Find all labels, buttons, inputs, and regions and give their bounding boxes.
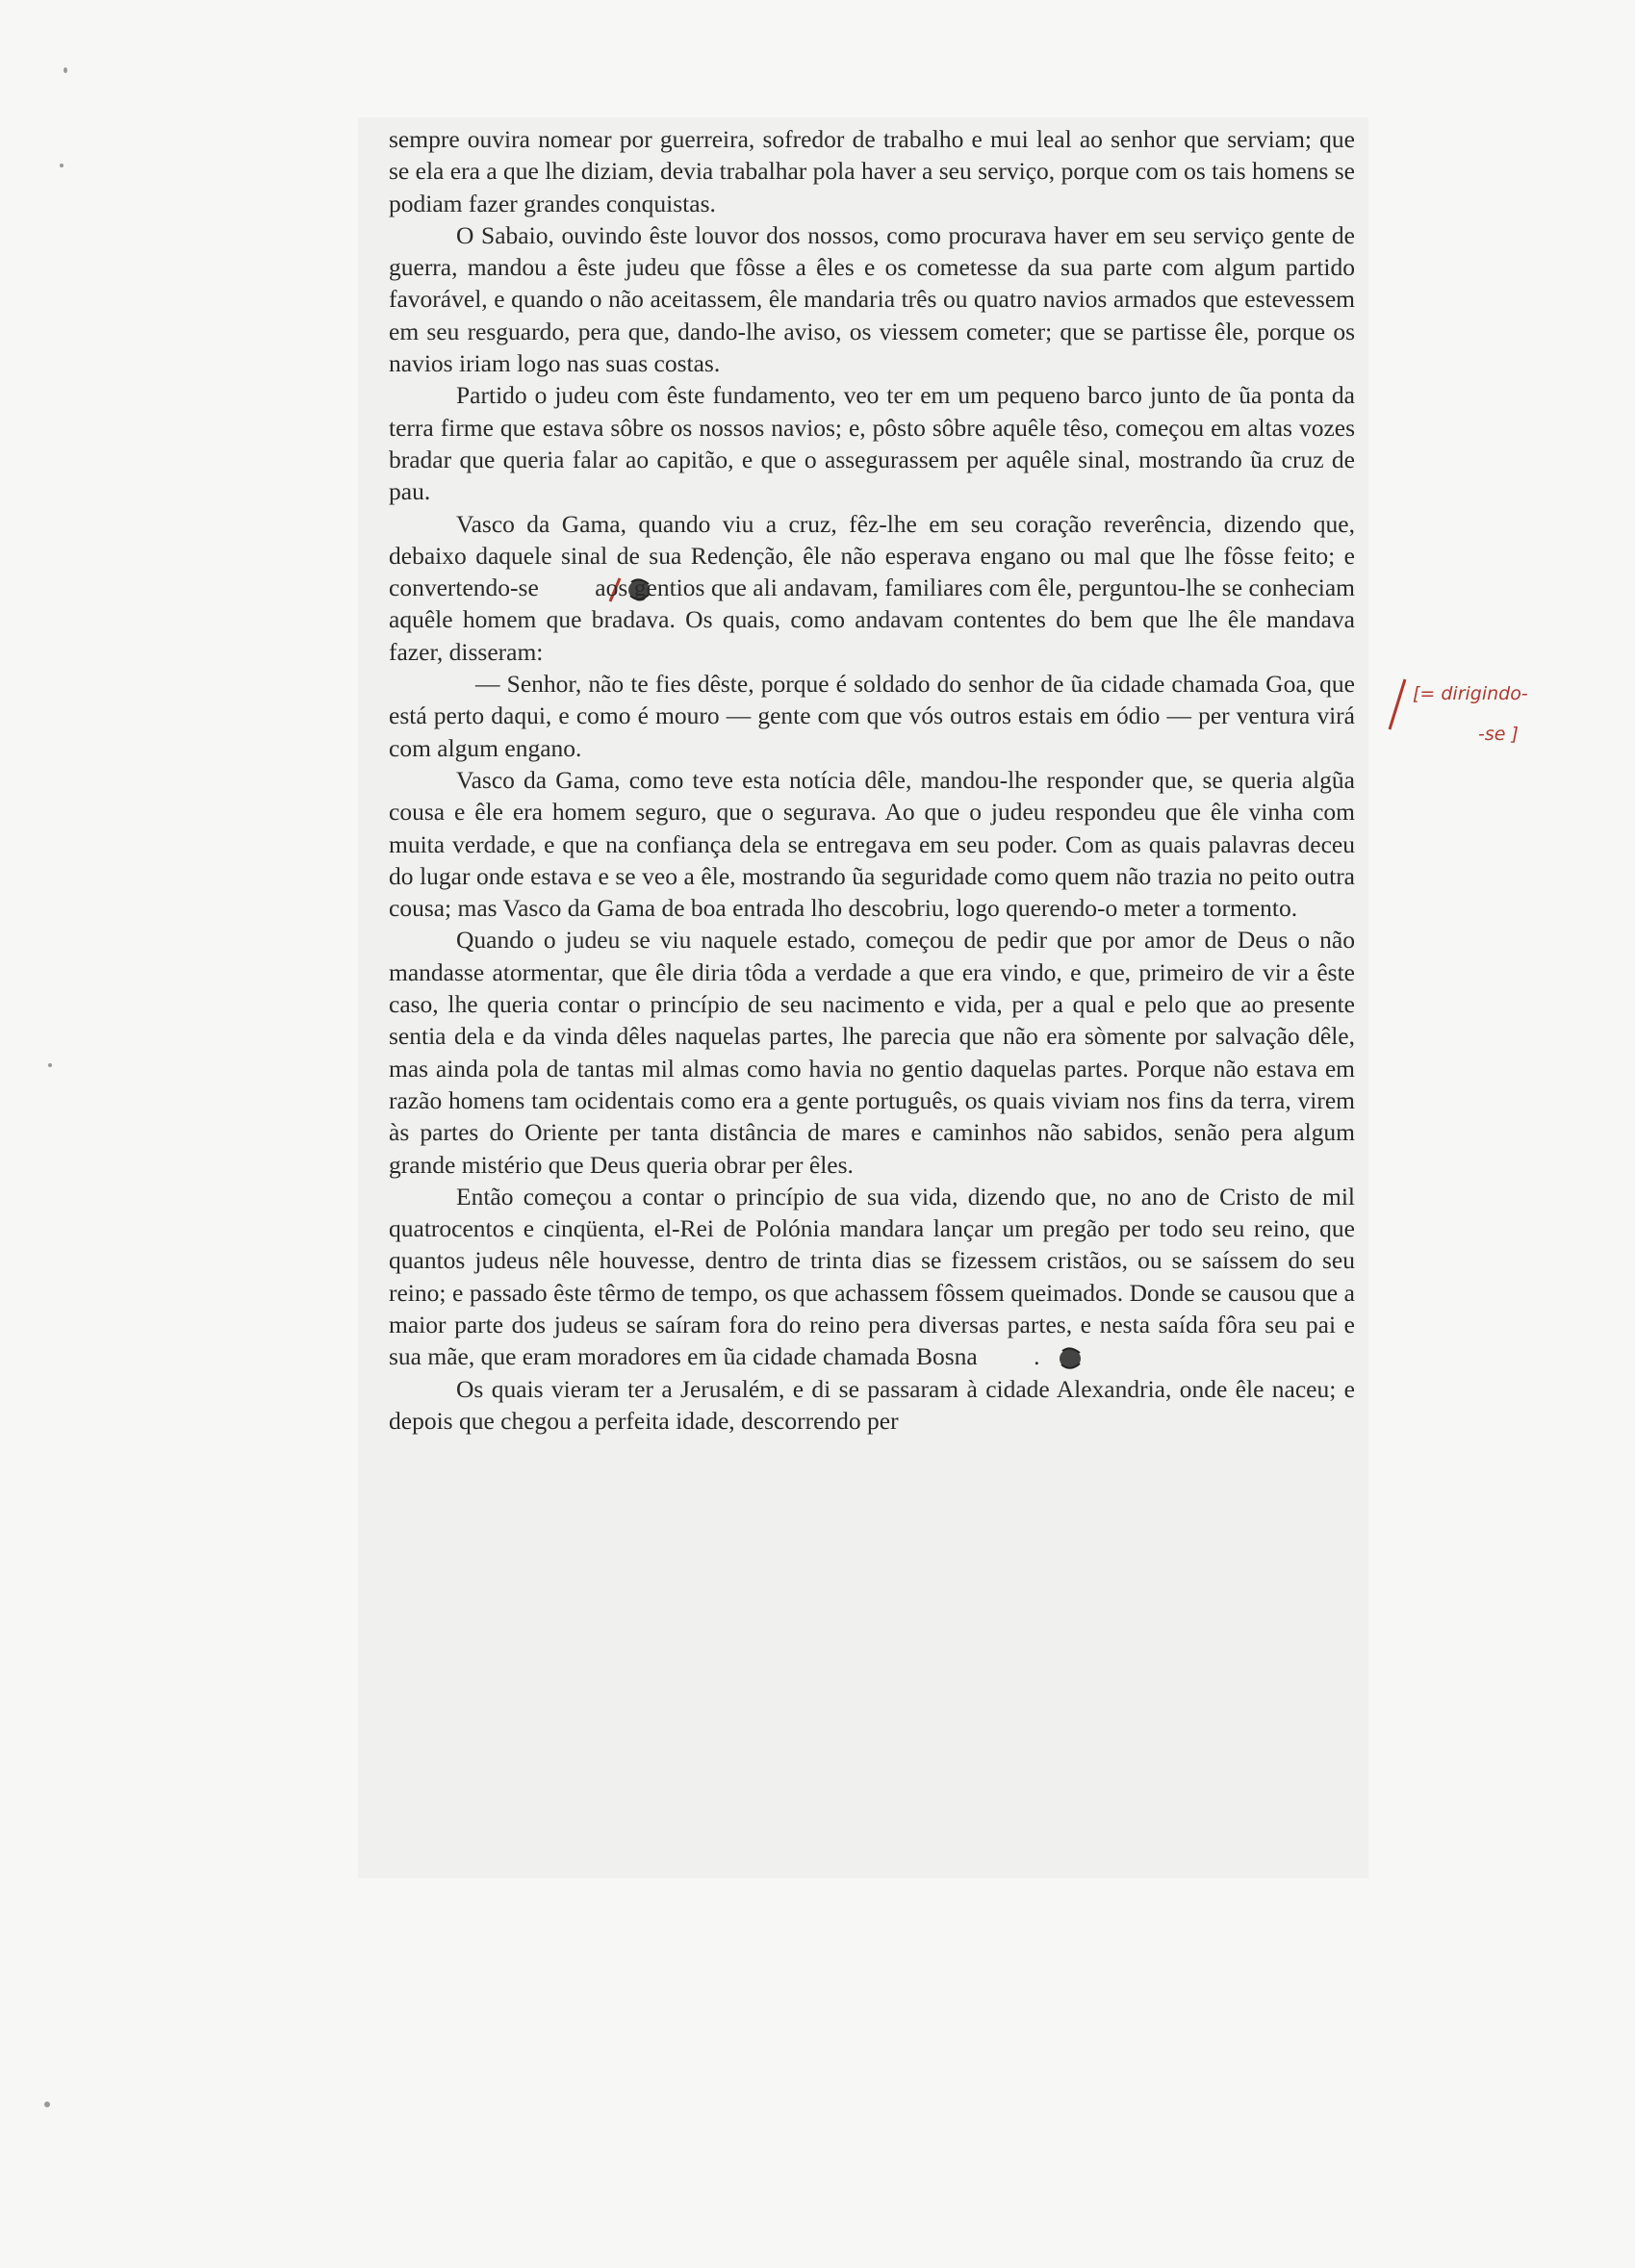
- footnote-mark-icon: [984, 1345, 1034, 1372]
- margin-note-line-1: [= dirigindo-: [1413, 683, 1528, 704]
- paragraph-4-text-after: aos gentios que ali andavam, familiares com êle, perguntou-lhe se conheciam aquêle homem que bradava. Os quais, como andavam contentes do bem que lhe êle mandava fazer, disseram:: [389, 573, 1355, 666]
- paragraph-1: sempre ouvira nomear por guerreira, sofredor de trabalho e mui leal ao senhor que serviam; que se ela era a que lhe diziam, devia trabalhar pola haver a seu serviço, porque com os tais homens se podiam fazer grandes conquistas.: [389, 125, 1355, 217]
- scan-speck: [48, 1063, 52, 1067]
- handwritten-margin-note: [1384, 675, 1567, 781]
- paragraph-3: Partido o judeu com êste fundamento, veo ter em um pequeno barco junto de ũa ponta da terra firme que estava sôbre os nossos navios; e, pôsto sôbre aquêle têso, começou em altas vozes bradar que queria falar ao capitão, e que o assegurassem per aquêle sinal, mostrando ũa cruz de pau.: [389, 381, 1355, 506]
- paragraph-4: [389, 508, 1355, 668]
- scan-speck: [44, 2102, 50, 2107]
- body-text: [389, 123, 1355, 1437]
- paragraph-7: Quando o judeu se viu naquele estado, começou de pedir que por amor de Deus o não mandasse atormentar, que êle diria tôda a verdade a que era vindo, e que, primeiro de vir a êste caso, lhe queria contar o princípio de seu nacimento e vida, per a qual e pelo que ao presente sentia dela e da vinda dêles naquelas partes, lhe parecia que não era sòmente por salvação dêle, mas ainda pola de tantas mil almas como havia no gentio daquelas partes. Porque não estava em razão homens tam ocidentais como era a gente português, os quais viviam nos fins da terra, virem às partes do Oriente per tanta distância de mares e caminhos não sabidos, senão pera algum grande mistério que Deus queria obrar per êles.: [389, 926, 1355, 1179]
- scan-speck: [60, 164, 64, 167]
- paragraph-8: [389, 1181, 1355, 1373]
- paragraph-8-text-after: .: [1034, 1342, 1040, 1371]
- paragraph-4-text-before: Vasco da Gama, quando viu a cruz, fêz-lhe em seu coração reverência, dizendo que, debaixo daquele sinal de sua Redenção, êle não esperava engano ou mal que lhe fôsse feito; e convertendo-se: [389, 509, 1355, 602]
- inline-annotation-mark: [539, 576, 589, 603]
- paragraph-8-text-before: Então começou a contar o princípio de sua vida, dizendo que, no ano de Cristo de mil quatrocentos e cinqüenta, el-Rei de Polónia mandara lançar um pregão per todo seu reino, que quantos judeus nêle houvesse, dentro de trinta dias se fizessem cristãos, ou se saíssem do seu reino; e passado êste têrmo de tempo, os que achassem fôssem queimados. Donde se causou que a maior parte dos judeus se saíram fora do reino pera diversas partes, e nesta saída fôra seu pai e sua mãe, que eram moradores em ũa cidade chamada Bosna: [389, 1182, 1355, 1371]
- paragraph-9: Os quais vieram ter a Jerusalém, e di se passaram à cidade Alexandria, onde êle naceu; e depois que chegou a perfeita idade, descorrendo per: [389, 1374, 1355, 1435]
- paragraph-6: Vasco da Gama, como teve esta notícia dêle, mandou-lhe responder que, se queria algũa cousa e êle era homem seguro, que o segurava. Ao que o judeu respondeu que êle vinha com muita verdade, e que na confiança dela se entregava em seu poder. Com as quais palavras deceu do lugar onde estava e se veo a êle, mostrando ũa seguridade como quem não trazia no peito outra cousa; mas Vasco da Gama de boa entrada lho descobriu, logo querendo-o meter a tormento.: [389, 765, 1355, 923]
- scan-speck: [64, 67, 67, 73]
- margin-slash-icon: [1384, 675, 1411, 733]
- paragraph-5-dialogue: — Senhor, não te fies dêste, porque é soldado do senhor de ũa cidade chamada Goa, que está perto daqui, e como é mouro — gente com que vós outros estais em ódio — per ventura virá com algum engano.: [389, 670, 1355, 762]
- margin-note-line-2: -se ]: [1478, 724, 1519, 745]
- paragraph-2: O Sabaio, ouvindo êste louvor dos nossos, como procurava haver em seu serviço gente de guerra, mandou a êste judeu que fôsse a êles e os cometesse da sua parte com algum partido favorável, e quando o não aceitassem, êle mandaria três ou quatro navios armados que estevessem em seu resguardo, pera que, dando-lhe aviso, os viessem cometer; que se partisse êle, porque os navios iriam logo nas suas costas.: [389, 220, 1355, 378]
